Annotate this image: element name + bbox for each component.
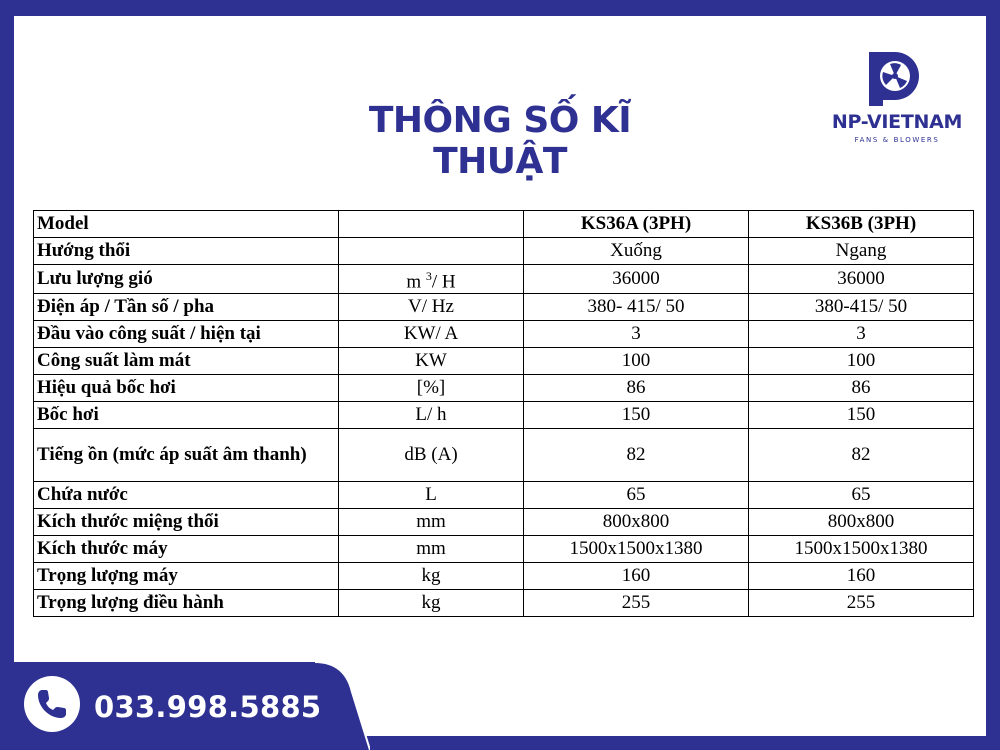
- table-header-row: [34, 211, 974, 238]
- row-value-b: 150: [749, 402, 974, 429]
- row-value-b: 800x800: [749, 509, 974, 536]
- row-label: Bốc hơi: [34, 402, 339, 429]
- table-row: [34, 402, 974, 429]
- row-unit: dB (A): [339, 429, 524, 482]
- row-label: Trọng lượng điều hành: [34, 590, 339, 617]
- row-label: Kích thước miệng thổi: [34, 509, 339, 536]
- row-value-b: 100: [749, 348, 974, 375]
- row-value-a: 82: [524, 429, 749, 482]
- phone-icon[interactable]: [24, 676, 80, 732]
- unit-base: m: [406, 271, 422, 293]
- table-row: [34, 265, 974, 294]
- row-value-a: 800x800: [524, 509, 749, 536]
- row-unit: [339, 238, 524, 265]
- np-logo-icon: [865, 50, 921, 106]
- header-label: Model: [34, 211, 339, 238]
- row-unit: [339, 265, 524, 294]
- brand-name: NP-VIETNAM: [831, 111, 963, 133]
- row-unit: mm: [339, 536, 524, 563]
- row-unit: mm: [339, 509, 524, 536]
- brand-logo: [822, 50, 972, 150]
- row-label: Điện áp / Tần số / pha: [34, 294, 339, 321]
- table-row: [34, 536, 974, 563]
- row-value-b: 3: [749, 321, 974, 348]
- table-row: [34, 482, 974, 509]
- row-value-a: 1500x1500x1380: [524, 536, 749, 563]
- phone-handset-icon: [24, 676, 80, 732]
- row-value-a: 380- 415/ 50: [524, 294, 749, 321]
- table-row: [34, 375, 974, 402]
- spec-table: [33, 210, 974, 617]
- row-value-b: 255: [749, 590, 974, 617]
- row-value-b: 1500x1500x1380: [749, 536, 974, 563]
- row-label: Hiệu quả bốc hơi: [34, 375, 339, 402]
- row-value-a: Xuống: [524, 238, 749, 265]
- row-label: Đầu vào công suất / hiện tại: [34, 321, 339, 348]
- row-label: Tiếng ồn (mức áp suất âm thanh): [34, 429, 339, 482]
- table-row: [34, 563, 974, 590]
- unit-superscript: 3: [425, 269, 432, 283]
- header-model-a: KS36A (3PH): [524, 211, 749, 238]
- row-label: Công suất làm mát: [34, 348, 339, 375]
- header-model-b: KS36B (3PH): [749, 211, 974, 238]
- row-unit: L: [339, 482, 524, 509]
- row-value-a: 255: [524, 590, 749, 617]
- table-row: [34, 590, 974, 617]
- row-value-a: 150: [524, 402, 749, 429]
- brand-tagline: FANS & BLOWERS: [854, 136, 940, 144]
- row-label: Trọng lượng máy: [34, 563, 339, 590]
- row-value-b: 380-415/ 50: [749, 294, 974, 321]
- header-unit: [339, 211, 524, 238]
- row-label: Kích thước máy: [34, 536, 339, 563]
- row-value-b: 86: [749, 375, 974, 402]
- row-value-a: 160: [524, 563, 749, 590]
- page-title: THÔNG SỐ KĨ THUẬT: [368, 100, 632, 182]
- row-unit: KW: [339, 348, 524, 375]
- row-label: Chứa nước: [34, 482, 339, 509]
- table-row: [34, 429, 974, 482]
- row-value-b: Ngang: [749, 238, 974, 265]
- row-unit: V/ Hz: [339, 294, 524, 321]
- unit-rest: / H: [431, 271, 456, 293]
- row-label: Hướng thổi: [34, 238, 339, 265]
- row-unit: KW/ A: [339, 321, 524, 348]
- table-row: [34, 238, 974, 265]
- row-unit: L/ h: [339, 402, 524, 429]
- table-row: [34, 348, 974, 375]
- phone-number[interactable]: 033.998.5885: [94, 690, 322, 724]
- row-value-a: 86: [524, 375, 749, 402]
- row-unit: kg: [339, 563, 524, 590]
- row-value-b: 65: [749, 482, 974, 509]
- row-label: Lưu lượng gió: [34, 265, 339, 294]
- table-row: [34, 509, 974, 536]
- table-row: [34, 294, 974, 321]
- row-value-a: 65: [524, 482, 749, 509]
- row-value-a: 100: [524, 348, 749, 375]
- row-value-b: 36000: [749, 265, 974, 294]
- table-row: [34, 321, 974, 348]
- row-value-b: 160: [749, 563, 974, 590]
- row-value-a: 3: [524, 321, 749, 348]
- row-value-a: 36000: [524, 265, 749, 294]
- row-unit: kg: [339, 590, 524, 617]
- row-unit: [%]: [339, 375, 524, 402]
- row-value-b: 82: [749, 429, 974, 482]
